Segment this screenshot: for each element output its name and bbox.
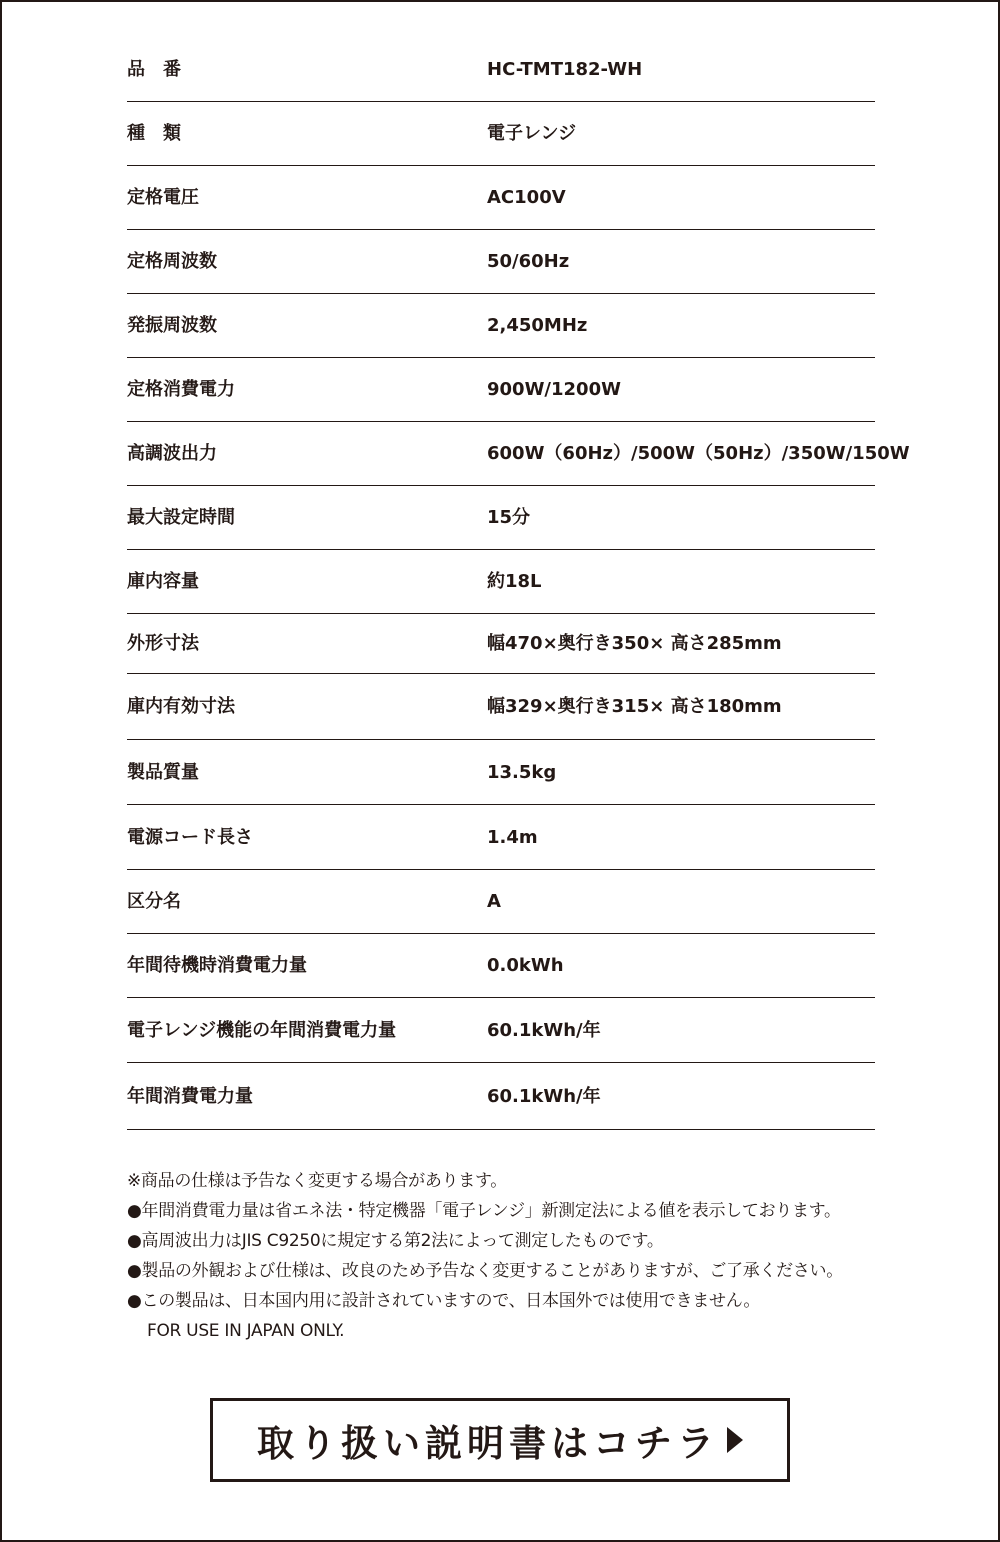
spec-label: 定格消費電力 — [127, 379, 235, 400]
spec-label: 発振周波数 — [127, 315, 217, 336]
spec-value: 15分 — [487, 507, 531, 528]
note-annual-power: ●年間消費電力量は省エネ法・特定機器「電子レンジ」新測定法による値を表示しております。 — [127, 1201, 841, 1221]
spec-value: 2,450MHz — [487, 315, 588, 336]
spec-row-external-dimensions — [127, 614, 875, 674]
spec-row-internal-dimensions — [127, 674, 875, 740]
note-spec-change: ※商品の仕様は予告なく変更する場合があります。 — [127, 1171, 507, 1191]
spec-value: 幅329×奥行き315× 高さ180mm — [487, 696, 782, 717]
spec-value: 幅470×奥行き350× 高さ285mm — [487, 633, 782, 654]
spec-label: 定格周波数 — [127, 251, 217, 272]
spec-label: 庫内有効寸法 — [127, 696, 235, 717]
spec-label: 定格電圧 — [127, 187, 199, 208]
spec-value: 900W/1200W — [487, 379, 621, 400]
spec-row-high-frequency-output — [127, 422, 910, 486]
note-japan-only: FOR USE IN JAPAN ONLY. — [147, 1321, 345, 1341]
spec-label: 年間待機時消費電力量 — [127, 955, 307, 976]
spec-row-product-number — [127, 38, 875, 102]
spec-row-type — [127, 102, 875, 166]
notes-section — [127, 1166, 887, 1346]
spec-label: 電源コード長さ — [127, 827, 253, 848]
manual-link-label: 取り扱い説明書はコチラ — [257, 1422, 719, 1465]
spec-row-product-weight — [127, 740, 875, 805]
spec-label: 電子レンジ機能の年間消費電力量 — [127, 1020, 397, 1041]
spec-row-annual-power — [127, 1063, 875, 1130]
spec-value: 約18L — [487, 571, 542, 592]
spec-row-capacity — [127, 550, 875, 614]
spec-row-rated-frequency — [127, 230, 875, 294]
spec-row-rated-power-consumption — [127, 358, 875, 422]
spec-value: 60.1kWh/年 — [487, 1020, 601, 1041]
note-appearance: ●製品の外観および仕様は、改良のため予告なく変更することがありますが、ご了承ください。 — [127, 1261, 843, 1281]
spec-label: 外形寸法 — [127, 633, 199, 654]
spec-table — [127, 38, 910, 1130]
spec-row-cord-length — [127, 805, 875, 870]
spec-row-oscillation-frequency — [127, 294, 875, 358]
spec-value: A — [487, 891, 501, 912]
spec-label: 品 番 — [127, 59, 181, 80]
spec-row-rated-voltage — [127, 166, 875, 230]
spec-value: 50/60Hz — [487, 251, 570, 272]
spec-label: 種 類 — [127, 123, 181, 144]
spec-row-microwave-annual-power — [127, 998, 875, 1063]
spec-value: 13.5kg — [487, 762, 557, 783]
spec-value: 0.0kWh — [487, 955, 564, 976]
spec-value: HC-TMT182-WH — [487, 59, 643, 80]
spec-value: 600W（60Hz）/500W（50Hz）/350W/150W — [487, 443, 910, 464]
spec-label: 庫内容量 — [127, 571, 199, 592]
spec-label: 最大設定時間 — [127, 507, 235, 528]
spec-label: 年間消費電力量 — [127, 1086, 253, 1107]
spec-value: 電子レンジ — [487, 123, 577, 144]
spec-row-standby-power — [127, 934, 875, 998]
spec-value: 1.4m — [487, 827, 538, 848]
note-high-frequency: ●高周波出力はJIS C9250に規定する第2法によって測定したものです。 — [127, 1231, 664, 1251]
spec-row-category — [127, 870, 875, 934]
spec-label: 高調波出力 — [127, 443, 217, 464]
spec-label: 製品質量 — [127, 762, 199, 783]
arrow-right-icon — [727, 1427, 743, 1453]
manual-link-button[interactable] — [210, 1398, 790, 1482]
spec-label: 区分名 — [127, 891, 181, 912]
note-domestic-use: ●この製品は、日本国内用に設計されていますので、日本国外では使用できません。 — [127, 1291, 761, 1311]
spec-value: 60.1kWh/年 — [487, 1086, 601, 1107]
spec-value: AC100V — [487, 187, 566, 208]
spec-row-max-timer — [127, 486, 875, 550]
